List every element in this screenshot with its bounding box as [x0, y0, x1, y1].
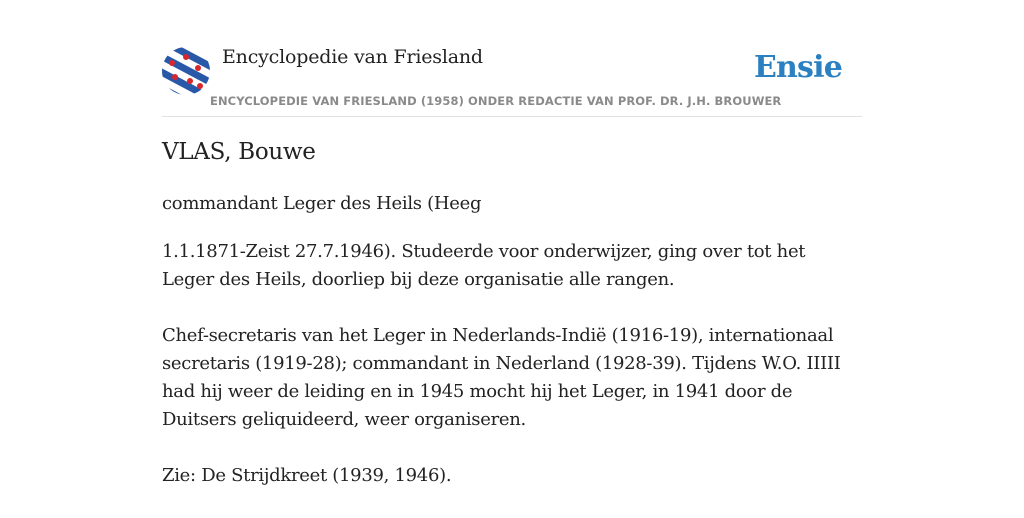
entry-headword: VLAS, Bouwe	[162, 139, 316, 165]
entry-lead: commandant Leger des Heils (Heeg	[162, 193, 482, 214]
entry-paragraph: Chef-secretaris van het Leger in Nederlands-Indië (1916-19), internationaal secretaris (1919-28); commandant in Nederland (1928-39). Tijdens W.O. IIIII had hij weer de leiding en in 1945 mocht hij het Leger, in 1941 door de Duitsers geliquideerd, weer organiseren.	[162, 325, 841, 430]
site-title[interactable]: Encyclopedie van Friesland	[222, 46, 483, 68]
entry-body	[162, 238, 862, 518]
ensie-logo[interactable]: Ensie	[753, 50, 842, 85]
entry-paragraph: Zie: De Strijdkreet (1939, 1946).	[162, 465, 452, 486]
site-subtitle: ENCYCLOPEDIE VAN FRIESLAND (1958) ONDER REDACTIE VAN PROF. DR. J.H. BROUWER	[210, 94, 782, 108]
page	[162, 0, 862, 512]
frisian-flag-icon[interactable]	[162, 47, 210, 95]
site-header	[162, 0, 862, 117]
entry-paragraph: 1.1.1871-Zeist 27.7.1946). Studeerde voor onderwijzer, ging over tot het Leger des Heils, doorliep bij deze organisatie alle rangen.	[162, 241, 806, 290]
